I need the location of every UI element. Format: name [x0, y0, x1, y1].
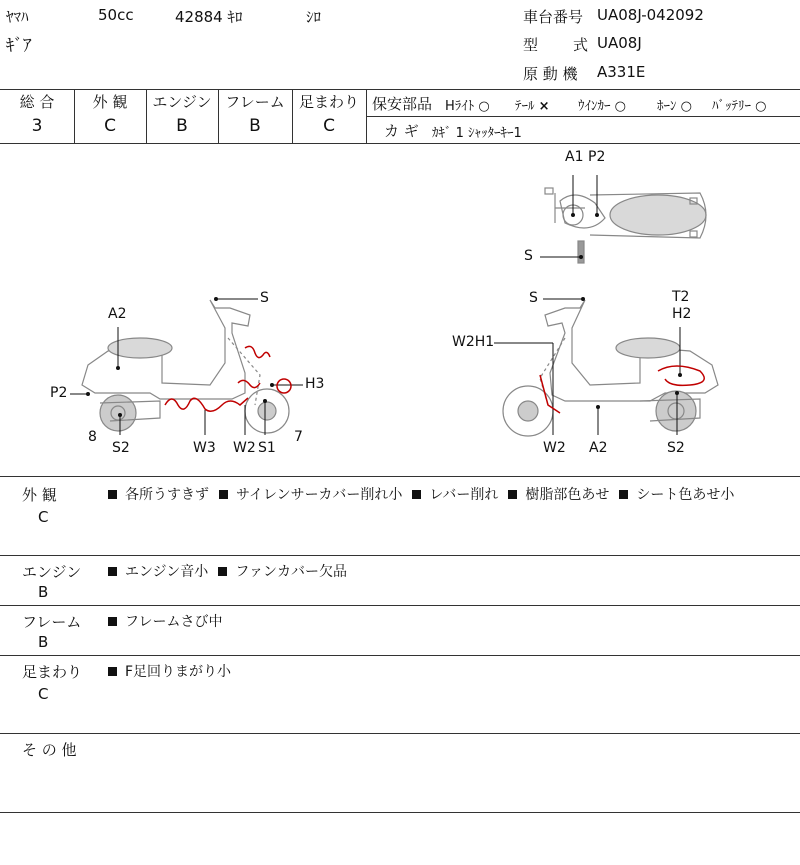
callout-lines — [70, 175, 680, 435]
grade-value: B — [249, 116, 261, 136]
callout-left-p2: P2 — [50, 385, 68, 401]
remark-item — [218, 561, 347, 581]
grade-label: 足まわり — [298, 93, 359, 111]
callout-left-s2: S2 — [112, 440, 130, 456]
callout-left-a2: A2 — [108, 306, 127, 322]
section-label: そ の 他 — [22, 741, 77, 759]
divider — [0, 89, 800, 90]
remark-text: サイレンサーカバー削れ小 — [236, 487, 403, 503]
callout-right-w2h1: W2H1 — [452, 334, 495, 350]
divider — [366, 89, 367, 143]
callout-right-t2: T2 — [672, 289, 690, 305]
remark-text: ファンカバー欠品 — [235, 564, 348, 580]
section-suspension — [0, 655, 800, 733]
part-taillight — [515, 95, 550, 114]
engine-model-label: 原 動 機 — [523, 65, 578, 83]
part-winker — [578, 95, 626, 114]
callout-left-s1: S1 — [258, 440, 276, 456]
color: ｼﾛ — [306, 8, 322, 26]
type-value: UA08J — [597, 34, 642, 52]
bullet-icon — [218, 567, 227, 576]
safety-parts-label: 保安部品 — [372, 95, 433, 113]
grade-label: 総 合 — [19, 93, 55, 111]
remark-text: シート色あせ小 — [636, 487, 735, 503]
bullet-icon — [108, 667, 117, 676]
divider — [0, 812, 800, 813]
section-grade: B — [38, 633, 49, 651]
section-items — [108, 611, 232, 631]
key-label: カ ギ — [384, 122, 419, 140]
part-mark: × — [538, 99, 550, 114]
bullet-icon — [108, 567, 117, 576]
callout-right-a2: A2 — [589, 440, 608, 456]
section-items — [108, 561, 357, 581]
type-label-2: 式 — [573, 36, 589, 54]
key-value: ｶｷﾞ 1 ｼｬｯﾀｰｷｰ1 — [432, 126, 522, 141]
callout-left-w2: W2 — [233, 440, 256, 456]
section-label: 外 観 — [22, 486, 57, 504]
maker: ﾔﾏﾊ — [6, 8, 29, 26]
model-name: ｷﾞｱ — [6, 36, 32, 56]
part-label: ｳｲﾝｶｰ — [578, 99, 611, 114]
section-other — [0, 733, 800, 812]
callout-left-8: 8 — [88, 429, 97, 445]
frame-number-label: 車台番号 — [523, 8, 584, 26]
bullet-icon — [508, 490, 517, 499]
callout-right-h2: H2 — [672, 306, 692, 322]
section-label: フレーム — [22, 613, 82, 631]
remark-text: 樹脂部色あせ — [525, 487, 610, 503]
remark-item — [108, 611, 222, 631]
bullet-icon — [619, 490, 628, 499]
bullet-icon — [108, 617, 117, 626]
part-mark: ○ — [680, 99, 692, 114]
remark-item — [108, 484, 209, 504]
callout-dots — [86, 213, 682, 417]
remark-item — [619, 484, 734, 504]
bullet-icon — [108, 490, 117, 499]
section-frame — [0, 605, 800, 655]
remark-text: エンジン音小 — [125, 564, 209, 580]
grade-label: エンジン — [152, 93, 212, 111]
part-battery — [712, 95, 766, 114]
remark-text: F足回りまがり小 — [125, 664, 232, 680]
remark-item — [108, 561, 208, 581]
bullet-icon — [412, 490, 421, 499]
remark-item — [508, 484, 609, 504]
grade-value: C — [104, 116, 116, 136]
grade-value: 3 — [31, 116, 43, 136]
remark-text: フレームさび中 — [125, 614, 223, 630]
part-label: ﾊﾞｯﾃﾘｰ — [712, 99, 751, 114]
callout-top-a1: A1 — [565, 149, 584, 165]
part-mark: ○ — [478, 99, 490, 114]
engine-model-value: A331E — [597, 63, 646, 81]
top-view — [545, 188, 706, 263]
divider — [366, 116, 800, 117]
grade-value: B — [176, 116, 188, 136]
part-label: ﾃｰﾙ — [515, 99, 535, 114]
callout-left-s: S — [260, 290, 269, 306]
remark-item — [108, 661, 231, 681]
remark-item — [412, 484, 498, 504]
section-label: エンジン — [22, 563, 82, 581]
part-mark: ○ — [755, 99, 767, 114]
frame-number-value: UA08J-042092 — [597, 6, 704, 24]
type-label-1: 型 — [523, 36, 539, 54]
callout-right-s2: S2 — [667, 440, 685, 456]
mileage: 42884 ｷﾛ — [175, 8, 243, 26]
displacement: 50cc — [98, 6, 134, 24]
callout-left-7: 7 — [294, 429, 303, 445]
bullet-icon — [219, 490, 228, 499]
remark-item — [219, 484, 402, 504]
callout-left-w3: W3 — [193, 440, 216, 456]
remark-text: 各所うすきず — [125, 487, 209, 503]
section-items — [108, 484, 744, 504]
callout-top-p2: P2 — [588, 149, 606, 165]
grade-label: フレーム — [225, 93, 285, 111]
part-mark: ○ — [614, 99, 626, 114]
callout-right-s: S — [529, 290, 538, 306]
section-items — [108, 661, 241, 681]
section-grade: C — [38, 508, 49, 526]
callout-left-h3: H3 — [305, 376, 325, 392]
section-label: 足まわり — [22, 663, 83, 681]
damage-diagram — [0, 143, 800, 476]
section-grade: B — [38, 583, 49, 601]
grade-label: 外 観 — [92, 93, 128, 111]
remark-text: レバー削れ — [429, 487, 499, 503]
part-label: ﾎｰﾝ — [657, 99, 677, 114]
section-engine — [0, 555, 800, 605]
callout-right-w2: W2 — [543, 440, 566, 456]
part-headlight — [445, 95, 490, 114]
part-horn — [657, 95, 692, 114]
callout-top-s: S — [524, 248, 533, 264]
grade-value: C — [323, 116, 335, 136]
section-exterior — [0, 476, 800, 555]
part-label: Hﾗｲﾄ — [445, 99, 475, 114]
section-grade: C — [38, 685, 49, 703]
